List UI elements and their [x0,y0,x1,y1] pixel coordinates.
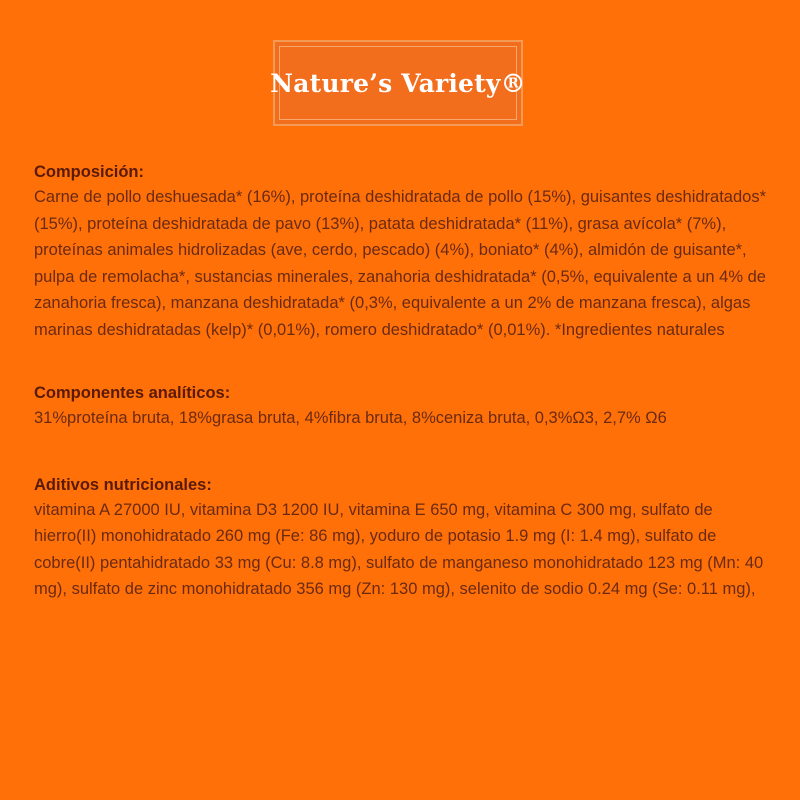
product-info [34,161,774,603]
analytical-text: 31%proteína bruta, 18%grasa bruta, 4%fibra bruta, 8%ceniza bruta, 0,3%Ω3, 2,7% Ω6 [34,409,667,427]
additives-title: Aditivos nutricionales: [34,475,212,494]
additives-text: vitamina A 27000 IU, vitamina D3 1200 IU, vitamina E 650 mg, vitamina C 300 mg, sulfato de hierro(II) monohidratado 260 mg (Fe: 86 mg), yoduro de potasio 1.9 mg (I: 1.4 mg), sulfato de cobre(II) pentahidratado 33 mg (Cu: 8.8 mg), sulfato de manganeso monohidratado 123 mg (Mn: 40 mg), sulfato de zinc monohidratado 356 mg (Zn: 130 mg), selenito de sodio 0.24 mg (Se: 0.11 mg), [34,500,764,598]
composition-title: Composición: [34,163,144,181]
additives-section [34,474,774,603]
analytical-title: Componentes analíticos: [34,384,231,402]
brand-logo [270,40,526,126]
composition-text: Carne de pollo deshuesada* (16%), proteína deshidratada de pollo (15%), guisantes deshidratados* (15%), proteína deshidratada de pavo (13%), patata deshidratada* (11%), grasa avícola* (7%), proteínas animales hidrolizadas (ave, cerdo, pescado) (4%), boniato* (4%), almidón de guisante*, pulpa de remolacha*, sustancias minerales, zanahoria deshidratada* (0,5%, equivalente a un 4% de zanahoria fresca), manzana deshidratada* (0,3%, equivalente a un 2% de manzana fresca), algas marinas deshidratadas (kelp)* (0,01%), romero deshidratado* (0,01%). *Ingredientes naturales [34,188,766,339]
brand-logo-text: Nature’s Variety® [270,68,526,98]
analytical-section [34,382,774,432]
composition-section [34,161,774,343]
